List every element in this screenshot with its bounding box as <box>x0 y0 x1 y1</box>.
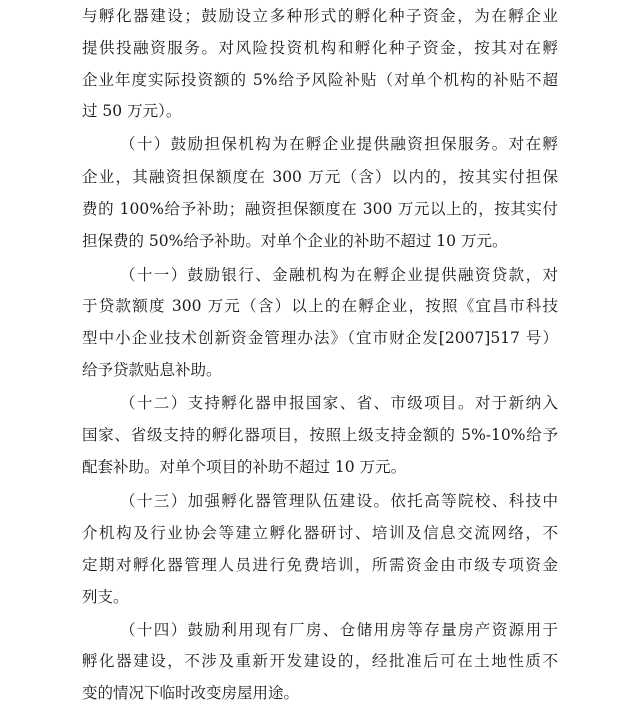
text-line: 孵化器建设，不涉及重新开发建设的，经批准后可在土地性质不 <box>82 652 558 670</box>
text-line: 定期对孵化器管理人员进行免费培训，所需资金由市级专项资金 <box>82 556 558 574</box>
text-line: 企业，其融资担保额度在 300 万元（含）以内的，按其实付担保 <box>82 168 558 186</box>
text-line: （十一）鼓励银行、金融机构为在孵企业提供融资贷款，对 <box>120 266 558 284</box>
text-line: 企业年度实际投资额的 5%给予风险补贴（对单个机构的补贴不超 <box>82 71 558 89</box>
text-line: 于贷款额度 300 万元（含）以上的在孵企业，按照《宜昌市科技 <box>82 297 558 315</box>
text-line: 变的情况下临时改变房屋用途。 <box>82 684 300 702</box>
text-line: （十四）鼓励利用现有厂房、仓储用房等存量房产资源用于 <box>120 621 558 639</box>
text-line: 介机构及行业协会等建立孵化器研讨、培训及信息交流网络，不 <box>82 524 558 542</box>
text-line: 配套补助。对单个项目的补助不超过 10 万元。 <box>82 458 407 476</box>
text-line: 过 50 万元）。 <box>82 102 182 120</box>
text-line: （十二）支持孵化器申报国家、省、市级项目。对于新纳入 <box>120 394 558 412</box>
text-line: 担保费的 50%给予补助。对单个企业的补助不超过 10 万元。 <box>82 232 508 250</box>
text-line: 给予贷款贴息补助。 <box>82 361 222 379</box>
text-line: （十三）加强孵化器管理队伍建设。依托高等院校、科技中 <box>120 492 558 510</box>
text-line: 列支。 <box>82 588 129 606</box>
text-line: 国家、省级支持的孵化器项目，按照上级支持金额的 5%-10%给予 <box>82 426 558 444</box>
text-line: 费的 100%给予补助；融资担保额度在 300 万元以上的，按其实付 <box>82 200 558 218</box>
text-line: 型中小企业技术创新资金管理办法》（宜市财企发[2007]517 号） <box>82 329 558 347</box>
text-line: 提供投融资服务。对风险投资机构和孵化种子资金，按其对在孵 <box>82 39 558 57</box>
text-line: 与孵化器建设；鼓励设立多种形式的孵化种子资金，为在孵企业 <box>82 7 558 25</box>
text-line: （十）鼓励担保机构为在孵企业提供融资担保服务。对在孵 <box>120 135 558 153</box>
